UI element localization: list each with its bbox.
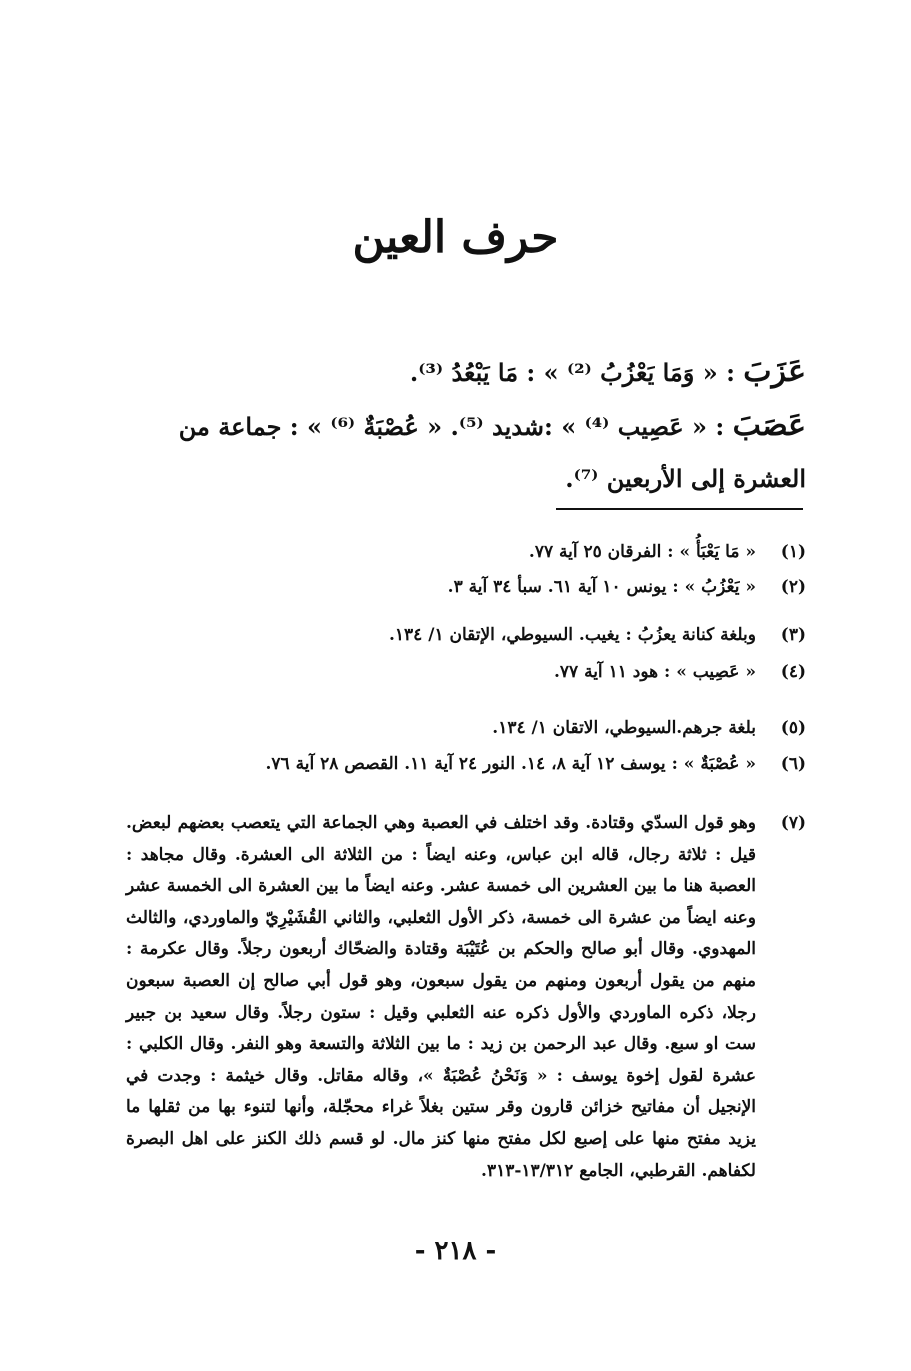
footnote-text: « مَا يَعْبَأُ » : الفرقان ٢٥ آية ٧٧. xyxy=(528,542,756,562)
footnote xyxy=(126,572,806,602)
footnote xyxy=(126,657,806,687)
footnote xyxy=(126,808,806,1187)
page-number: - ٢١٨ - xyxy=(414,1236,497,1266)
footnote-number: (٦) xyxy=(780,754,806,774)
entry-definition: : « عَصِيب ⁽⁴⁾ » :شديد ⁽⁵⁾. « عُصْبَةٌ ⁽⁶⁾ » : جماعة من العشرة إلى الأربعين ⁽⁷⁾. xyxy=(178,412,806,493)
chapter-title: حرف العين xyxy=(352,212,559,263)
footnote-text: « عُصْبَةٌ » : يوسف ١٢ آية ٨، ١٤. النور ٢٤ آية ١١. القصص ٢٨ آية ٧٦. xyxy=(265,754,756,774)
footnote-number: (٧) xyxy=(780,813,806,833)
footnote-number: (٢) xyxy=(780,577,806,597)
footnote-text: وبلغة كنانة يعزُبُ : يغيب. السيوطي، الإتقان ١/ ١٣٤. xyxy=(388,625,756,645)
footnote-number: (٤) xyxy=(780,662,806,682)
footnote-divider xyxy=(556,508,803,510)
footnote xyxy=(126,713,806,743)
footnote-number: (٣) xyxy=(780,625,806,645)
footnote xyxy=(126,749,806,779)
footnote xyxy=(126,620,806,650)
glossary-entry xyxy=(126,400,806,505)
footnote-text: « يَعْزُبُ » : يونس ١٠ آية ٦١. سبأ ٣٤ آية ٣. xyxy=(447,577,756,597)
footnote-text: « عَصِيب » : هود ١١ آية ٧٧. xyxy=(553,662,756,682)
glossary-entry xyxy=(126,346,806,399)
footnote-number: (٥) xyxy=(780,718,806,738)
entry-headword: عَصَبَ xyxy=(732,408,806,443)
footnote-text: وهو قول السدّي وقتادة. وقد اختلف في العصبة وهي الجماعة التي يتعصب بعضهم لبعض. قيل : ثلاثة رجال، قاله ابن عباس، وعنه ايضاً : من الثلاثة الى العشرة. وقال مجاهد : العصبة هنا ما بين العشرين الى خمسة عشر. وعنه ايضاً ما بين العشرة الى الخمسة عشر وعنه ايضاً من عشرة الى خمسة، ذكر الأول الثعلبي، والثاني القُشَيْرِيّ والماوردي، والثالث المهدوي. وقال أبو صالح والحكم بن عُتَيْبَة وقتادة والضحّاك أربعون رجلاً. وقال عكرمة : منهم من يقول أربعون ومنهم من يقول سبعون، وهو قول أبي صالح إن العصبة سبعون رجلا، ذكره الماوردي والأول ذكره عنه الثعلبي وقيل : ستون رجلاً. وقال سعيد بن جبير ست او سبع. وقال عبد الرحمن بن زيد : ما بين الثلاثة والتسعة وهو النفر. وقال الكلبي : عشرة لقول إخوة يوسف : « وَنَحْنُ عُصْبَةٌ »، وقاله مقاتل. وقال خيثمة : وجدت في الإنجيل أن مفاتيح خزائن قارون وقر ستين بغلاً غراء محجّلة، وأنها لتنوء بها من ثقلها ما يزيد مفتح منها على إصبع لكل مفتح منها كنز مال. لو قسم ذلك الكنز على اهل البصرة لكفاهم. القرطبي، الجامع ١٣/٣١٢-٣١٣. xyxy=(126,813,757,1181)
entry-definition: : « وَمَا يَعْزُبُ ⁽²⁾ » : مَا يَبْعُدُ ⁽³⁾. xyxy=(409,358,735,387)
footnote-number: (١) xyxy=(780,542,806,562)
footnote xyxy=(126,537,806,567)
footnote-text: بلغة جرهم.السيوطي، الاتقان ١/ ١٣٤. xyxy=(492,718,756,738)
entry-headword: عَزَبَ xyxy=(743,354,806,389)
